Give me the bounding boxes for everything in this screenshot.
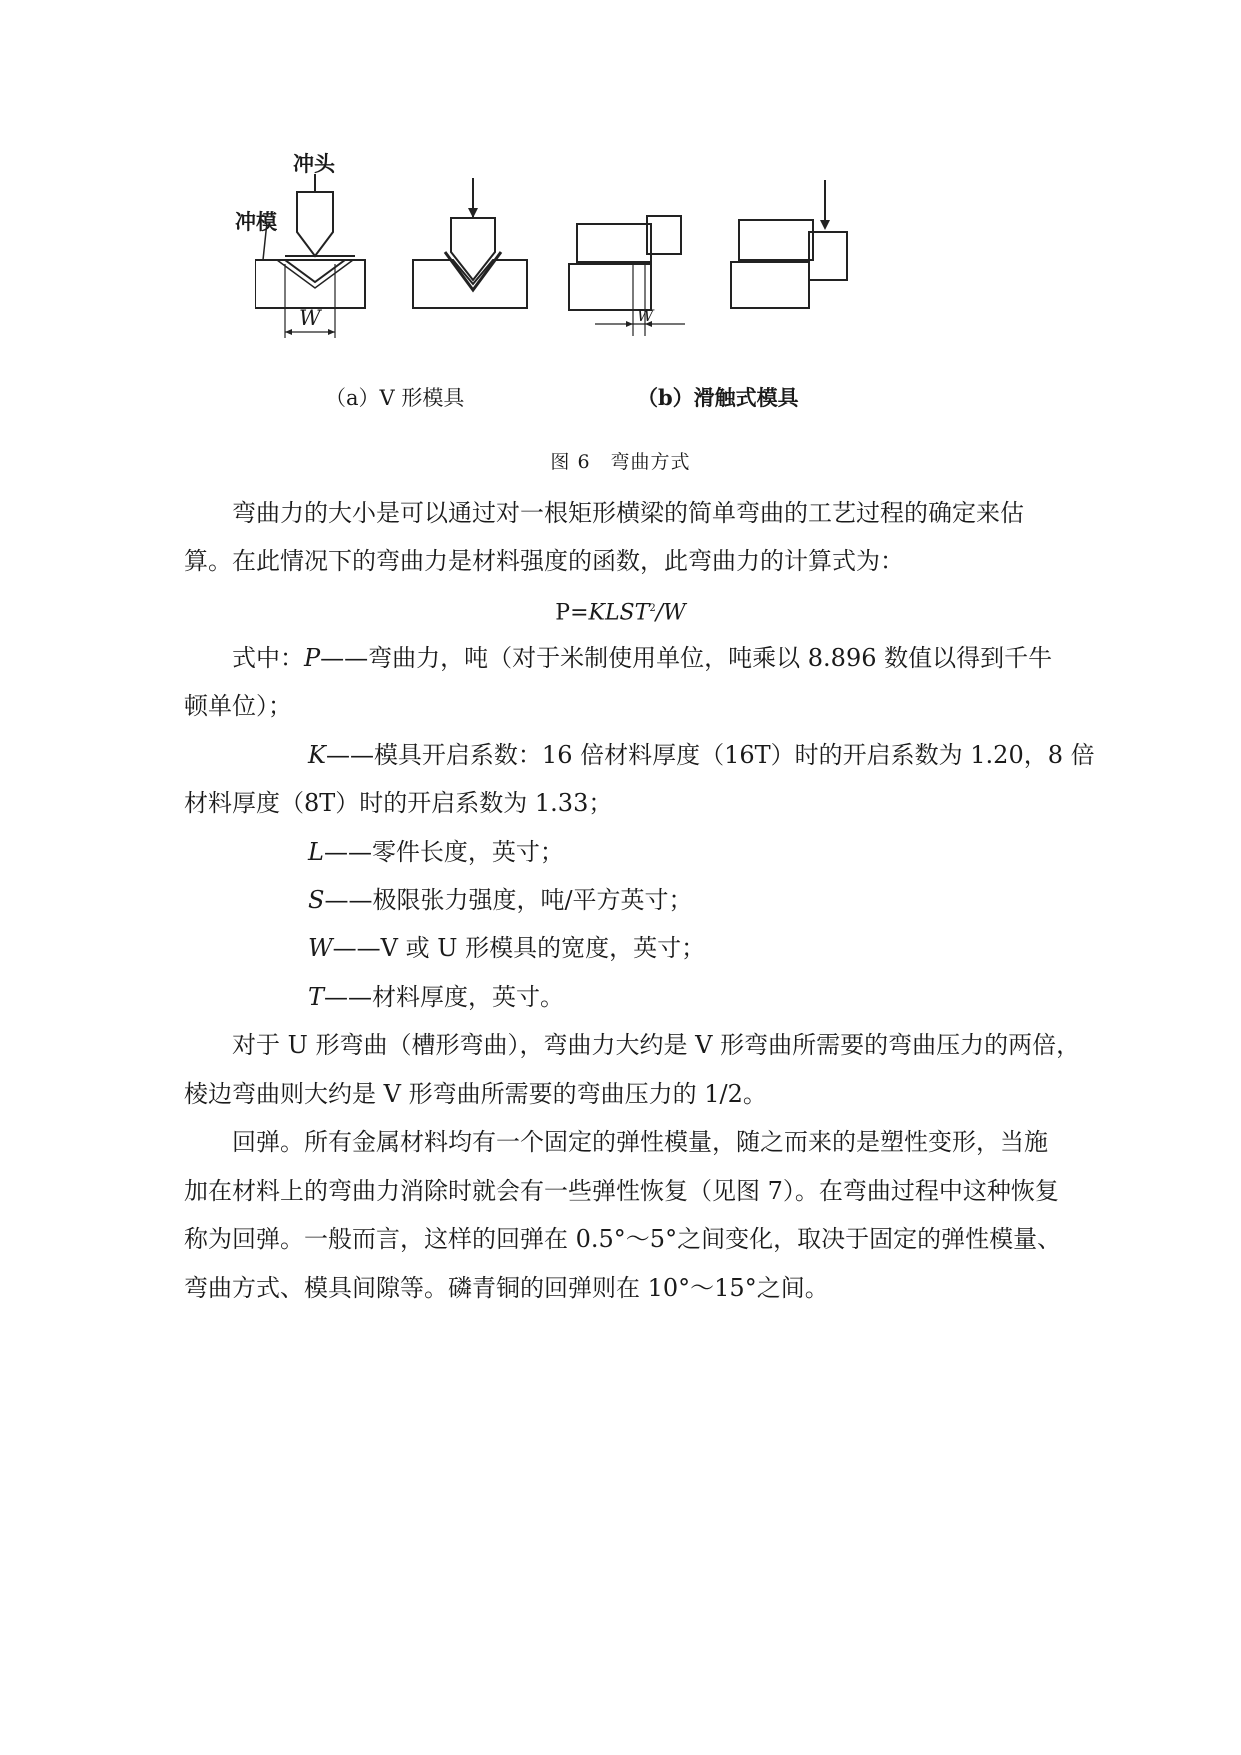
bending-methods-figure [235,151,975,420]
formula-exponent: 2 [649,603,656,614]
formula-prefix: P= [555,600,589,626]
pad-b1 [577,224,651,262]
bending-diagram [255,160,975,420]
paragraph-1-line-1: 弯曲力的大小是可以通过对一根矩形横梁的简单弯曲的工艺过程的确定来估 [232,499,1024,527]
paragraph-2-line-1: 对于 U 形弯曲（槽形弯曲），弯曲力大约是 V 形弯曲所需要的弯曲压力的两倍， [232,1031,1081,1059]
die-a-groove [277,260,353,288]
formula-vars: KLST [588,600,650,626]
paragraph-3-line-2: 加在材料上的弯曲力消除时就会有一些弹性恢复（见图 7）。在弯曲过程中这种恢复 [184,1177,1059,1205]
punch-a [297,192,333,256]
t-line [308,982,564,1012]
symbol-l-def: ——零件长度，英寸； [323,838,564,866]
formula-suffix: /W [655,600,686,626]
where-line-1 [232,643,1052,673]
symbol-p: P [304,644,321,672]
where-prefix: 式中： [232,644,304,672]
symbol-l: L [308,838,324,866]
w-label-b: W [637,306,654,325]
s-line [308,885,693,915]
symbol-s-def: ——极限张力强度，吨/平方英寸； [324,886,693,914]
symbol-w: W [308,934,333,962]
k-line-2: 材料厚度（8T）时的开启系数为 1.33； [184,789,613,817]
die-label: 冲模 [235,209,277,234]
w-line [308,933,705,963]
paragraph-1-line-2: 算。在此情况下的弯曲力是材料强度的函数，此弯曲力的计算式为： [184,547,904,575]
paragraph-2-line-2: 棱边弯曲则大约是 V 形弯曲所需要的弯曲压力的 1/2。 [184,1080,767,1108]
formula [0,594,1241,628]
die-b1 [569,264,651,310]
k-line-1 [308,740,1095,770]
w-label-a: W [299,306,321,330]
caption-b: （b）滑触式模具 [637,385,799,410]
symbol-w-def: ——V 或 U 形模具的宽度，英寸； [332,934,706,962]
pad-b2 [739,220,813,260]
figure-caption: 图 6 弯曲方式 [550,451,691,473]
wiper-b1 [647,216,681,254]
punch-label: 冲头 [293,151,335,176]
paragraph-3-line-3: 称为回弹。一般而言，这样的回弹在 0.5°～5°之间变化，取决于固定的弹性模量、 [184,1225,1062,1253]
paragraph-3-line-1: 回弹。所有金属材料均有一个固定的弹性模量，随之而来的是塑性变形，当施 [232,1128,1048,1156]
symbol-s: S [308,886,325,914]
paragraph-3-line-4: 弯曲方式、模具间隙等。磷青铜的回弹则在 10°～15°之间。 [184,1274,829,1302]
symbol-t: T [308,983,325,1011]
die-b2 [731,262,809,308]
wiper-b2 [809,232,847,280]
symbol-t-def: ——材料厚度，英寸。 [324,983,565,1011]
l-line [308,837,564,867]
symbol-p-def: ——弯曲力，吨（对于米制使用单位，吨乘以 8.896 数值以得到千牛 [320,644,1053,672]
symbol-k-def: ——模具开启系数：16 倍材料厚度（16T）时的开启系数为 1.20，8 倍 [325,741,1095,769]
where-line-2: 顿单位）； [184,692,292,720]
symbol-k: K [308,741,326,769]
caption-a: （a）V 形模具 [325,386,465,410]
